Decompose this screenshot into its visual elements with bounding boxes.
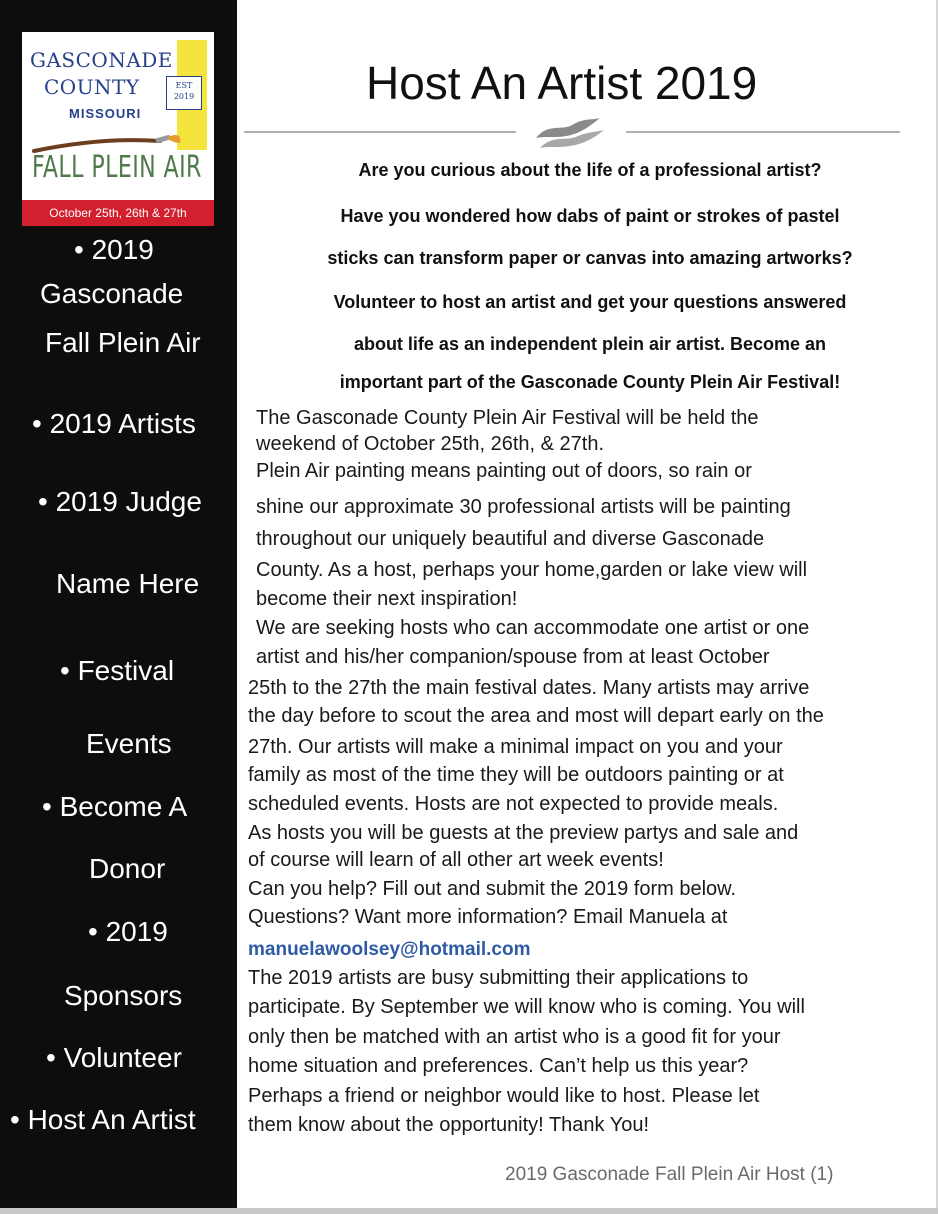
nav-2019-artists[interactable]: • 2019 Artists	[32, 408, 196, 439]
intro-line: Have you wondered how dabs of paint or strokes of pastel	[340, 206, 840, 226]
body-text-line: only then be matched with an artist who is a good fit for your	[248, 1026, 781, 1048]
nav-2019-judge-line1[interactable]: • 2019 Judge	[38, 486, 202, 517]
intro-line: Volunteer to host an artist and get your questions answered	[333, 292, 847, 312]
body-text-line: shine our approximate 30 professional artists will be painting	[256, 496, 791, 518]
body-text-line: Questions? Want more information? Email Manuela at	[248, 906, 728, 928]
festival-logo[interactable]	[22, 32, 214, 226]
ornamental-divider	[244, 112, 900, 156]
nav-2019-judge-line2[interactable]: Name Here	[56, 568, 200, 599]
logo-est-label: EST	[175, 81, 193, 90]
body-text-line: of course will learn of all other art week events!	[248, 849, 664, 871]
email-link[interactable]: manuelawoolsey@hotmail.com	[248, 939, 531, 960]
intro-line: Are you curious about the life of a professional artist?	[358, 160, 822, 180]
nav-sponsors-line1[interactable]: • 2019	[88, 916, 168, 947]
body-text-line: County. As a host, perhaps your home,garden or lake view will	[256, 559, 808, 581]
body-text-line: home situation and preferences. Can’t help us this year?	[248, 1055, 749, 1077]
body-text-line: We are seeking hosts who can accommodate one artist or one	[256, 617, 810, 639]
body-text-line: become their next inspiration!	[256, 588, 518, 610]
intro-line: sticks can transform paper or canvas into amazing artworks?	[327, 248, 853, 268]
nav-sponsors-line2[interactable]: Sponsors	[64, 980, 183, 1011]
body-text-line: 27th. Our artists will make a minimal impact on you and your	[248, 736, 783, 758]
body-text-line: Plein Air painting means painting out of doors, so rain or	[256, 460, 752, 482]
intro-line: about life as an independent plein air artist. Become an	[353, 334, 827, 354]
page-title: Host An Artist 2019	[366, 57, 758, 109]
body-text-line: As hosts you will be guests at the preview partys and sale and	[248, 822, 799, 844]
logo-est-year: 2019	[173, 92, 195, 101]
body-text-line: Can you help? Fill out and submit the 2019 form below.	[248, 878, 737, 900]
body-text-line: throughout our uniquely beautiful and diverse Gasconade	[256, 528, 765, 550]
nav-festival-events-line1[interactable]: • Festival	[60, 655, 175, 686]
logo-state-name: MISSOURI	[69, 106, 142, 121]
body-text-line: scheduled events. Hosts are not expected to provide meals.	[248, 793, 779, 815]
logo-dates-ribbon: October 25th, 26th & 27th	[22, 200, 214, 226]
body-text-line: family as most of the time they will be outdoors painting or at	[248, 764, 784, 786]
body-text-line: Perhaps a friend or neighbor would like to host. Please let	[248, 1085, 760, 1107]
body-text-line: artist and his/her companion/spouse from at least October	[256, 646, 770, 668]
logo-word-county: COUNTY	[44, 75, 140, 99]
nav-become-donor-line2[interactable]: Donor	[89, 853, 166, 884]
body-text-line: The 2019 artists are busy submitting their applications to	[248, 967, 749, 989]
body-text-line: 25th to the 27th the main festival dates. Many artists may arrive	[248, 677, 810, 699]
nav-become-donor-line1[interactable]: • Become A	[42, 791, 188, 822]
sidebar-nav	[0, 0, 237, 1208]
body-text-line: weekend of October 25th, 26th, & 27th.	[256, 433, 605, 455]
nav-fall-plein-air-line2[interactable]: Gasconade	[40, 278, 184, 309]
nav-volunteer[interactable]: • Volunteer	[46, 1042, 182, 1073]
body-text-line: them know about the opportunity! Thank You!	[248, 1114, 650, 1136]
nav-host-an-artist[interactable]: • Host An Artist	[10, 1104, 196, 1135]
logo-banner-text: FALL PLEIN AIR	[32, 150, 202, 185]
nav-festival-events-line2[interactable]: Events	[86, 728, 172, 759]
nav-fall-plein-air-line1[interactable]: • 2019	[74, 234, 154, 265]
nav-fall-plein-air-line3[interactable]: Fall Plein Air	[45, 327, 201, 358]
intro-line: important part of the Gasconade County Plein Air Festival!	[339, 372, 841, 392]
page-footer: 2019 Gasconade Fall Plein Air Host (1)	[505, 1164, 834, 1185]
body-text-line: The Gasconade County Plein Air Festival will be held the	[256, 407, 759, 429]
body-text-line: the day before to scout the area and most will depart early on the	[248, 705, 824, 727]
logo-established-badge	[166, 76, 202, 110]
body-text-line: participate. By September we will know who is coming. You will	[248, 996, 805, 1018]
logo-word-county-name: GASCONADE	[30, 48, 173, 72]
bottom-divider	[0, 1208, 938, 1214]
